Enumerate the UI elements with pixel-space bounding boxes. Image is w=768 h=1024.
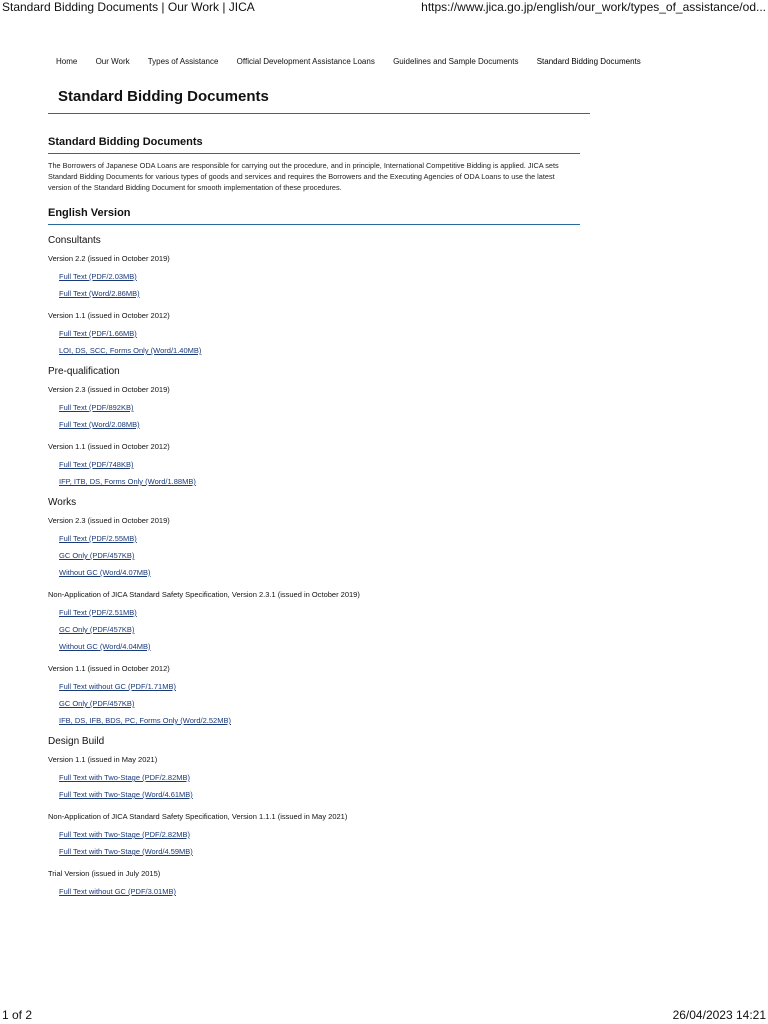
version-label: Version 1.1 (issued in May 2021)	[48, 755, 158, 764]
download-link[interactable]: Without GC (Word/4.07MB)	[59, 568, 151, 577]
download-link-item	[59, 886, 580, 897]
download-link-item	[59, 607, 580, 618]
download-link[interactable]: Full Text (Word/2.08MB)	[59, 420, 140, 429]
download-link[interactable]: GC Only (PDF/457KB)	[59, 699, 135, 708]
download-link-item	[59, 846, 580, 857]
print-header	[0, 0, 768, 16]
breadcrumb-guidelines[interactable]: Guidelines and Sample Documents	[393, 57, 519, 66]
download-link[interactable]: Full Text without GC (PDF/1.71MB)	[59, 682, 176, 691]
download-link-item	[59, 328, 580, 339]
breadcrumb	[56, 56, 680, 68]
download-link-item	[59, 772, 580, 783]
download-link-item	[59, 402, 580, 413]
version-label: Version 1.1 (issued in October 2012)	[48, 311, 170, 320]
download-link-item	[59, 624, 580, 635]
version-label: Version 1.1 (issued in October 2012)	[48, 664, 170, 673]
download-link-item	[59, 829, 580, 840]
download-link-item	[59, 271, 580, 282]
download-link[interactable]: Full Text (PDF/2.03MB)	[59, 272, 137, 281]
version-label: Version 2.3 (issued in October 2019)	[48, 385, 170, 394]
breadcrumb-types-of-assistance[interactable]: Types of Assistance	[147, 57, 219, 66]
works-heading: Works	[48, 497, 77, 508]
version-label: Non-Application of JICA Standard Safety Specification, Version 1.1.1 (issued in May 2021)	[48, 812, 348, 821]
download-link[interactable]: Full Text with Two-Stage (Word/4.61MB)	[59, 790, 193, 799]
version-label: Trial Version (issued in July 2015)	[48, 869, 161, 878]
download-link-item	[59, 567, 580, 578]
download-link-item	[59, 288, 580, 299]
version-label: Non-Application of JICA Standard Safety Specification, Version 2.3.1 (issued in October 2019)	[48, 590, 360, 599]
breadcrumb-current: Standard Bidding Documents	[536, 57, 641, 66]
design-build-heading: Design Build	[48, 736, 105, 747]
page-title: Standard Bidding Documents	[48, 88, 590, 114]
download-link-item	[59, 533, 580, 544]
download-link-item	[59, 550, 580, 561]
download-link-item	[59, 789, 580, 800]
download-link-item	[59, 345, 580, 356]
print-page-url: https://www.jica.go.jp/english/our_work/types_of_assistance/od...	[421, 0, 766, 14]
download-link-item	[59, 698, 580, 709]
print-datetime: 26/04/2023 14:21	[672, 1008, 766, 1022]
download-link-item	[59, 419, 580, 430]
version-label: Version 1.1 (issued in October 2012)	[48, 442, 170, 451]
section-title: Standard Bidding Documents	[48, 136, 580, 154]
download-link[interactable]: LOI, DS, SCC, Forms Only (Word/1.40MB)	[59, 346, 202, 355]
download-link-item	[59, 459, 580, 470]
download-link[interactable]: Full Text with Two-Stage (Word/4.59MB)	[59, 847, 193, 856]
download-link-item	[59, 681, 580, 692]
download-link[interactable]: Full Text (PDF/748KB)	[59, 460, 134, 469]
prequalification-heading: Pre-qualification	[48, 366, 120, 377]
download-link[interactable]: Full Text (PDF/2.51MB)	[59, 608, 137, 617]
breadcrumb-oda-loans[interactable]: Official Development Assistance Loans	[236, 57, 375, 66]
version-label: Version 2.2 (issued in October 2019)	[48, 254, 170, 263]
download-link[interactable]: IFP, ITB, DS, Forms Only (Word/1.88MB)	[59, 477, 196, 486]
download-link[interactable]: Without GC (Word/4.04MB)	[59, 642, 151, 651]
download-link-item	[59, 715, 580, 726]
download-link[interactable]: Full Text (Word/2.86MB)	[59, 289, 140, 298]
intro-paragraph: The Borrowers of Japanese ODA Loans are responsible for carrying out the procedure, and in principle, International Competitive Bidding is applied. JICA sets Standard Bidding Documents for various types of goods and services and requires the Borrowers and the Executing Agencies of ODA Loans to use the latest version of the Standard Bidding Document for smooth implementation of these procedures.	[48, 161, 559, 192]
download-link[interactable]: Full Text (PDF/1.66MB)	[59, 329, 137, 338]
download-link-item	[59, 476, 580, 487]
breadcrumb-home[interactable]: Home	[56, 57, 78, 66]
download-link[interactable]: Full Text without GC (PDF/3.01MB)	[59, 887, 176, 896]
download-link-item	[59, 641, 580, 652]
print-page-title: Standard Bidding Documents | Our Work | JICA	[2, 0, 255, 14]
consultants-heading: Consultants	[48, 235, 101, 246]
english-version-heading: English Version	[48, 207, 580, 225]
download-link[interactable]: Full Text with Two-Stage (PDF/2.82MB)	[59, 830, 191, 839]
breadcrumb-our-work[interactable]: Our Work	[95, 57, 130, 66]
main-content	[48, 136, 580, 903]
download-link[interactable]: Full Text (PDF/892KB)	[59, 403, 134, 412]
version-label: Version 2.3 (issued in October 2019)	[48, 516, 170, 525]
download-link[interactable]: GC Only (PDF/457KB)	[59, 551, 135, 560]
download-link[interactable]: IFB, DS, IFB, BDS, PC, Forms Only (Word/2.52MB)	[59, 716, 231, 725]
download-link[interactable]: Full Text (PDF/2.55MB)	[59, 534, 137, 543]
download-link[interactable]: Full Text with Two-Stage (PDF/2.82MB)	[59, 773, 191, 782]
page-number: 1 of 2	[2, 1008, 33, 1022]
print-footer	[0, 1008, 768, 1024]
download-link[interactable]: GC Only (PDF/457KB)	[59, 625, 135, 634]
